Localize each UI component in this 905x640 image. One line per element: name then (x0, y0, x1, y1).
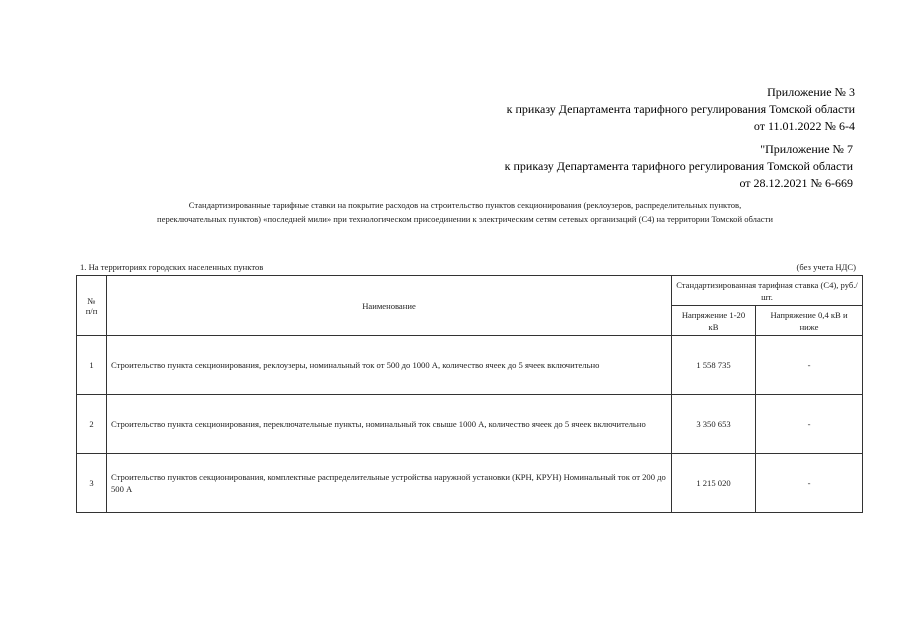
row-rate-voltage-1: 1 215 020 (672, 454, 756, 513)
row-rate-voltage-1: 3 350 653 (672, 395, 756, 454)
annex-order-ref: к приказу Департамента тарифного регулирования Томской области (504, 159, 853, 173)
annex-title: Приложение № 3 (767, 85, 855, 99)
header-rate: Стандартизированная тарифная ставка (С4), руб./шт. (672, 276, 863, 306)
table-row (77, 395, 863, 454)
section-label: 1. На территориях городских населенных пунктов (80, 262, 264, 272)
row-num: 2 (77, 395, 107, 454)
header-num-line-1: № (87, 295, 96, 306)
row-rate-voltage-2: - (756, 454, 863, 513)
vat-note: (без учета НДС) (796, 262, 856, 272)
header-voltage-2: Напряжение 0,4 кВ и ниже (756, 306, 863, 336)
annex-title: "Приложение № 7 (760, 142, 853, 156)
row-num: 1 (77, 336, 107, 395)
table-row (77, 336, 863, 395)
header-name: Наименование (107, 276, 672, 336)
header-num-line-2: п/п (85, 305, 98, 316)
document-title-line-2: переключательных пунктов) «последней мили» при технологическом присоединении к электрическим сетям сетевых организаций (С4) на территории Томской области (157, 214, 773, 224)
row-name: Строительство пунктов секционирования, комплектные распределительные устройства наружной установки (КРН, КРУН) Номинальный ток от 200 до 500 А (107, 454, 672, 513)
row-name: Строительство пункта секционирования, реклоузеры, номинальный ток от 500 до 1000 А, количество ячеек до 5 ячеек включительно (107, 336, 672, 395)
document-title (70, 198, 860, 226)
annex-order-ref: к приказу Департамента тарифного регулирования Томской области (506, 102, 855, 116)
header-voltage-1: Напряжение 1-20 кВ (672, 306, 756, 336)
annex-order-date: от 11.01.2022 № 6-4 (753, 119, 855, 133)
row-rate-voltage-2: - (756, 336, 863, 395)
header-num (77, 276, 107, 336)
row-name: Строительство пункта секционирования, переключательные пункты, номинальный ток свыше 1000 А, количество ячеек до 5 ячеек включительно (107, 395, 672, 454)
document-title-line-1: Стандартизированные тарифные ставки на покрытие расходов на строительство пунктов секционирования (реклоузеров, распределительных пунктов, (188, 200, 742, 210)
annex-header-previous (505, 141, 853, 192)
row-rate-voltage-1: 1 558 735 (672, 336, 756, 395)
row-num: 3 (77, 454, 107, 513)
annex-order-date: от 28.12.2021 № 6-669 (739, 176, 853, 190)
table-row (77, 454, 863, 513)
tariff-table (76, 275, 863, 513)
row-rate-voltage-2: - (756, 395, 863, 454)
annex-header-current (507, 84, 855, 135)
